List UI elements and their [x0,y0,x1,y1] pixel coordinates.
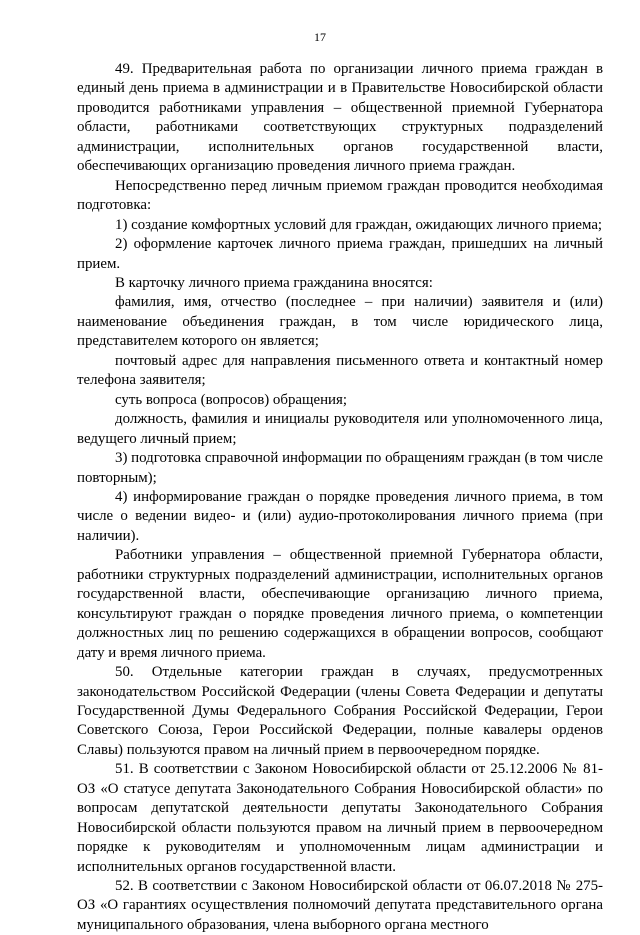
paragraph-item-1: 1) создание комфортных условий для граждан, ожидающих личного приема; [115,216,603,233]
paragraph-49: 49. Предварительная работа по организации личного приема граждан в единый день приема в администрации и в Правительстве Новосибирской области проводится работниками управления – общественной приемной Губернатора области, работниками соответствующих структурных подразделений администрации, исполнительных органов государственной власти, обеспечивающих организацию проведения личного приема граждан. [77,61,603,175]
paragraph-item-4: 4) информирование граждан о порядке проведения личного приема, в том числе о ведении видео- и (или) аудио-протоколирования личного приема (при наличии). [77,488,603,544]
paragraph-card-subject: суть вопроса (вопросов) обращения; [115,391,348,408]
document-body [77,60,603,935]
paragraph-preparation-intro: Непосредственно перед личным приемом граждан проводится необходимая подготовка: [77,177,603,214]
paragraph-52: 52. В соответствии с Законом Новосибирской области от 06.07.2018 № 275-ОЗ «О гарантиях осуществления полномочий депутата представительного органа муниципального образования, члена выборного органа местного [77,878,603,933]
paragraph-card-name: фамилия, имя, отчество (последнее – при наличии) заявителя и (или) наименование объединения граждан, в том числе юридического лица, представителем которого он является; [77,294,603,350]
paragraph-card-address: почтовый адрес для направления письменного ответа и контактный номер телефона заявителя; [77,352,603,389]
paragraph-item-2: 2) оформление карточек личного приема граждан, пришедших на личный прием. [77,236,603,272]
paragraph-item-3: 3) подготовка справочной информации по обращениям граждан (в том числе повторным); [77,450,603,486]
paragraph-51: 51. В соответствии с Законом Новосибирской области от 25.12.2006 № 81-ОЗ «О статусе депутата Законодательного Собрания Новосибирской области» по вопросам депутатской деятельности депутаты Законодательного Собрания Новосибирской области пользуются правом на личный прием в первоочередном порядке к руководителям и уполномоченным лицам администрации и исполнительных органов государственной власти. [77,761,603,875]
paragraph-card-contents-intro: В карточку личного приема гражданина вносятся: [115,274,433,291]
paragraph-consultation: Работники управления – общественной приемной Губернатора области, работники структурных подразделений администрации, исполнительных органов государственной власти, обеспечивающие организацию личного приема, консультируют граждан о порядке проведения личного приема, о компетенции должностных лиц по решению содержащихся в обращении вопросов, сообщают дату и время личного приема. [77,547,603,661]
paragraph-card-official: должность, фамилия и инициалы руководителя или уполномоченного лица, ведущего личный прием; [77,411,603,447]
paragraph-50: 50. Отдельные категории граждан в случаях, предусмотренных законодательством Российской Федерации (члены Совета Федерации и депутаты Государственной Думы Федерального Собрания Российской Федерации, Герои Советского Союза, Герои Российской Федерации, полные кавалеры орденов Славы) пользуются правом на личный прием в первоочередном порядке. [77,664,603,758]
page-number: 17 [314,30,326,44]
